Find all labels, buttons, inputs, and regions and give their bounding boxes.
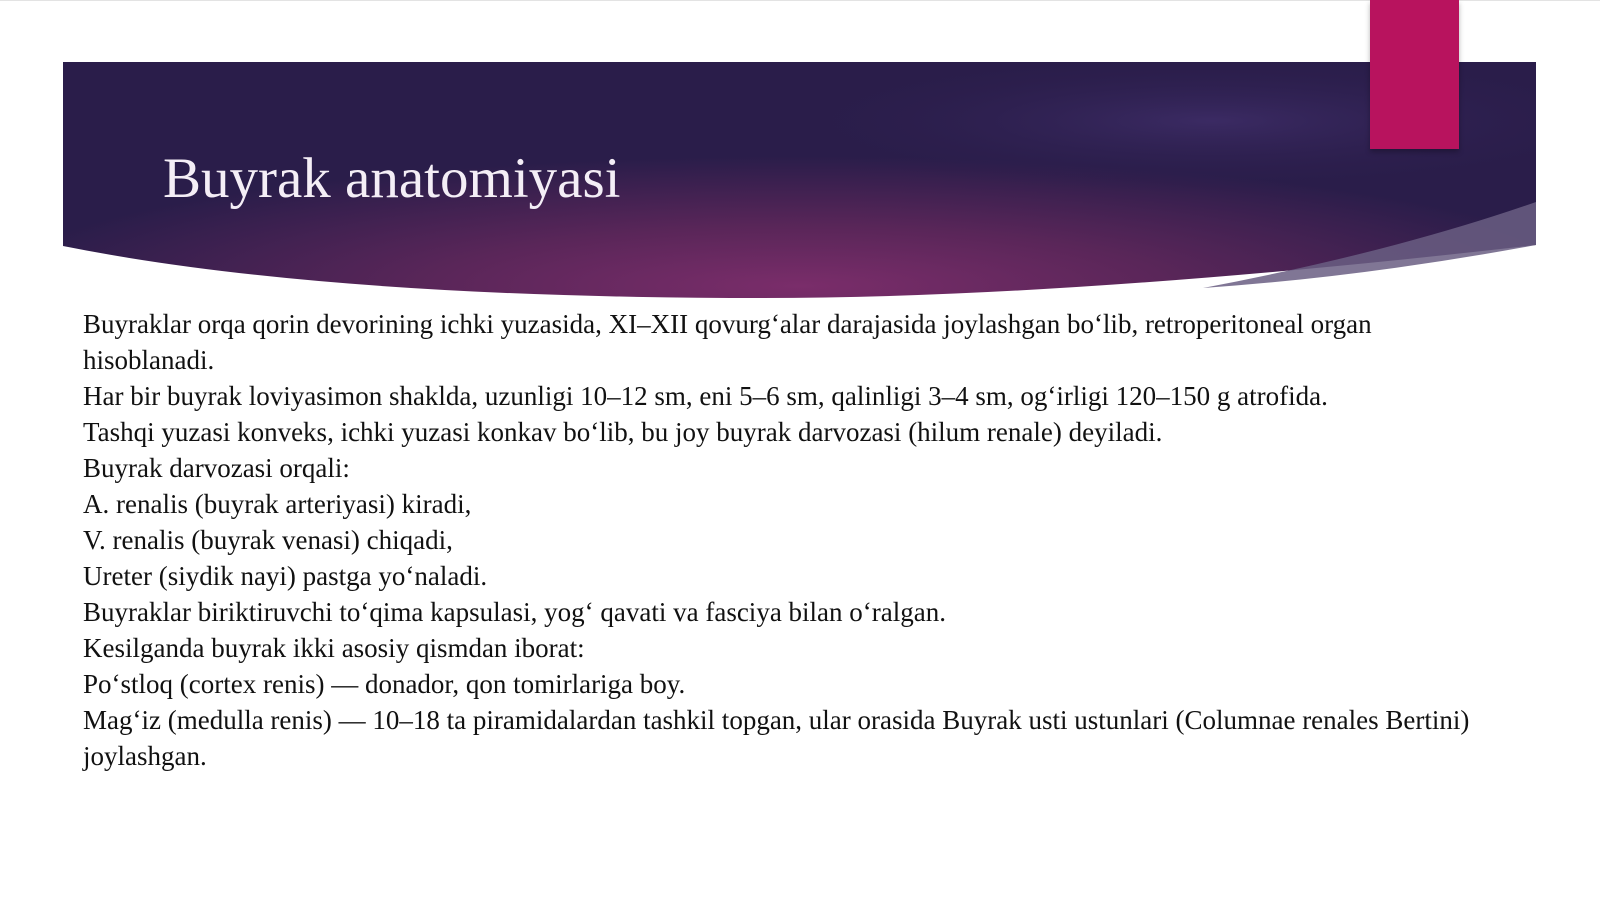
body-paragraph: Buyrak darvozasi orqali: <box>83 453 350 483</box>
body-paragraph: Tashqi yuzasi konveks, ichki yuzasi konkav bo‘lib, bu joy buyrak darvozasi (hilum renale) deyiladi. <box>83 417 1163 447</box>
body-paragraph: Po‘stloq (cortex renis) — donador, qon tomirlariga boy. <box>83 669 686 699</box>
body-paragraph: A. renalis (buyrak arteriyasi) kiradi, <box>83 489 472 519</box>
body-paragraph: Mag‘iz (medulla renis) — 10–18 ta piramidalardan tashkil topgan, ular orasida Buyrak usti ustunlari (Columnae renales Bertini) joylashgan. <box>83 705 1470 771</box>
body-paragraph: V. renalis (buyrak venasi) chiqadi, <box>83 525 453 555</box>
body-paragraph: Buyraklar biriktiruvchi to‘qima kapsulasi, yog‘ qavati va fasciya bilan o‘ralgan. <box>83 597 946 627</box>
body-paragraph: Buyraklar orqa qorin devorining ichki yuzasida, XI–XII qovurg‘alar darajasida joylashgan bo‘lib, retroperitoneal organ hisoblanadi. <box>83 309 1372 375</box>
body-paragraph: Ureter (siydik nayi) pastga yo‘naladi. <box>83 561 488 591</box>
top-divider <box>0 0 1600 1</box>
body-paragraph: Kesilganda buyrak ikki asosiy qismdan iborat: <box>83 633 585 663</box>
slide-title: Buyrak anatomiyasi <box>163 147 621 210</box>
accent-tab <box>1370 0 1459 149</box>
slide-body <box>83 306 1503 774</box>
body-paragraph: Har bir buyrak loviyasimon shaklda, uzunligi 10–12 sm, eni 5–6 sm, qalinligi 3–4 sm, og‘irligi 120–150 g atrofida. <box>83 381 1328 411</box>
